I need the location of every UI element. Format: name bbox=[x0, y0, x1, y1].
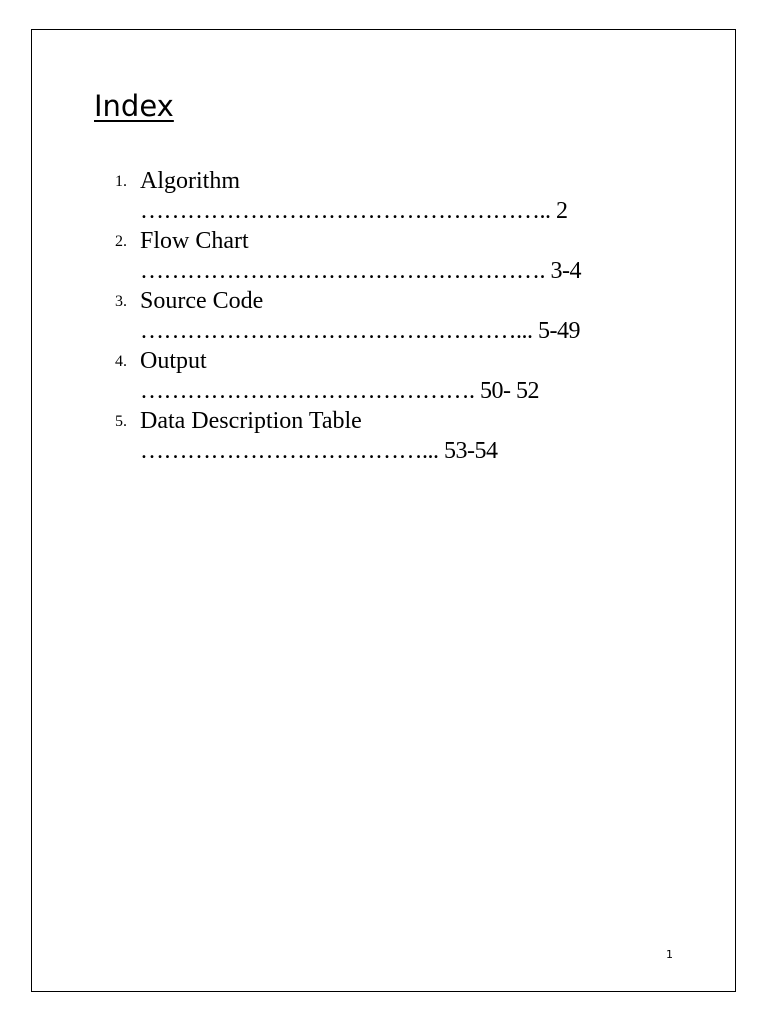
toc-item-label: Algorithm bbox=[140, 168, 240, 194]
toc-item-number: 1. bbox=[115, 173, 127, 190]
document-page bbox=[31, 29, 736, 992]
toc-item-leader-page: ……………………………………………. 3-4 bbox=[140, 258, 581, 284]
page-title: Index bbox=[94, 89, 174, 123]
toc-item-number: 4. bbox=[115, 353, 127, 370]
toc-item-flow-chart bbox=[92, 226, 652, 286]
toc-item-label: Data Description Table bbox=[140, 408, 362, 434]
toc-item-label: Flow Chart bbox=[140, 228, 249, 254]
toc-item-number: 5. bbox=[115, 413, 127, 430]
toc-item-leader-page: ……………………………………. 50- 52 bbox=[140, 378, 539, 404]
toc-item-label: Output bbox=[140, 348, 207, 374]
toc-item-leader-page: ………………………………... 53-54 bbox=[140, 438, 498, 464]
page-number: 1 bbox=[666, 948, 673, 961]
table-of-contents bbox=[92, 166, 652, 466]
toc-item-algorithm bbox=[92, 166, 652, 226]
toc-item-number: 2. bbox=[115, 233, 127, 250]
toc-item-leader-page: …………………………………………... 5-49 bbox=[140, 318, 580, 344]
toc-item-data-description-table bbox=[92, 406, 652, 466]
toc-item-output bbox=[92, 346, 652, 406]
toc-item-number: 3. bbox=[115, 293, 127, 310]
toc-item-leader-page: …………………………………………….. 2 bbox=[140, 198, 568, 224]
toc-item-source-code bbox=[92, 286, 652, 346]
toc-item-label: Source Code bbox=[140, 288, 264, 314]
